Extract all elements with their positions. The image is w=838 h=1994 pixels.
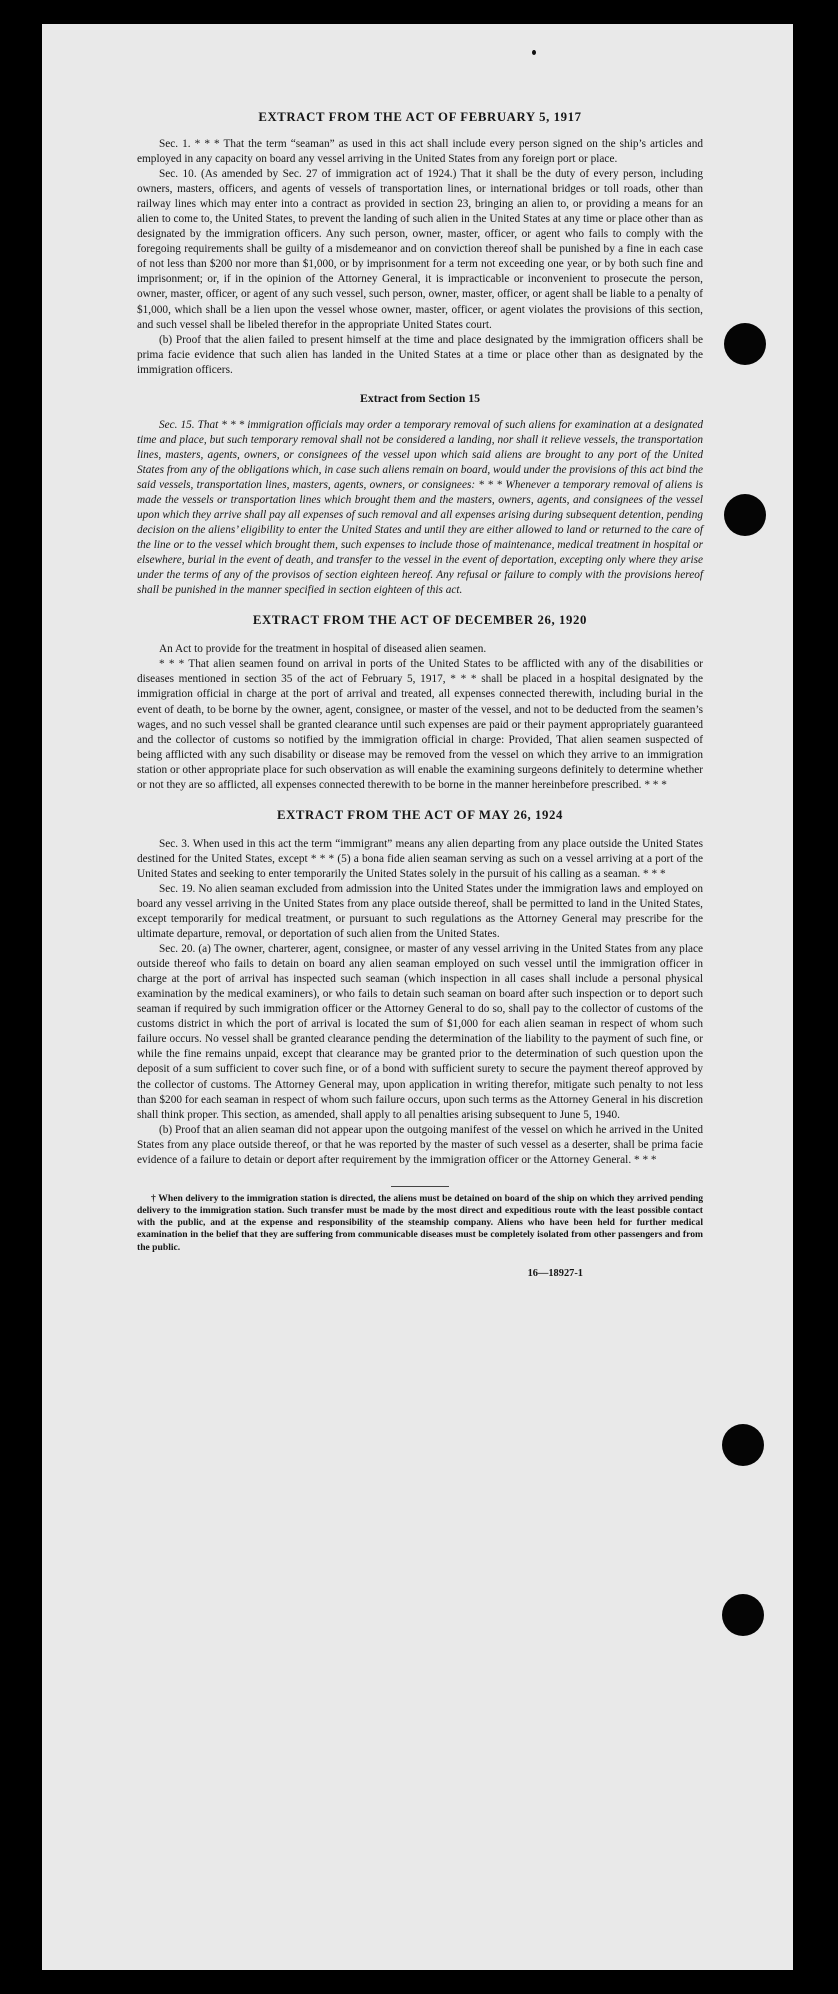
ink-speck bbox=[532, 50, 536, 55]
heading-act-dec-1920: EXTRACT FROM THE ACT OF DECEMBER 26, 1920 bbox=[252, 613, 588, 628]
footnote: † When delivery to the immigration station is directed, the aliens must be detained on board of the ship on which they arrived pending delivery to the immigration station. Such transfer must be made by the most direct and expeditious route with the least possible contact with the public, and at the expense and responsibility of the steamship company. Aliens who have been held for further medical examination in the belief that they are suffering from communicable diseases must be completely isolated from other passengers and from the public. bbox=[137, 1192, 703, 1253]
dec1920-title: An Act to provide for the treatment in hospital of diseased alien seamen. bbox=[159, 643, 487, 656]
punch-hole bbox=[722, 1424, 764, 1466]
feb1917-sec10: Sec. 10. (As amended by Sec. 27 of immigration act of 1924.) That it shall be the duty of every person, including owners, masters, officers, and agents of vessels of transportation lines, or international bridges or toll roads, other than railway lines which may enter into a contract as provided in section 23, bringing an alien to, or providing a means for an alien to come to, the United States, to prevent the landing of such alien in the United States at any time or place other than as designated by the immigration officers. Any such person, owner, master, officer, or agent who fails to comply with the foregoing requirements shall be guilty of a misdemeanor and on conviction thereof shall be punished by a fine in each case of not less than $200 nor more than $1,000, or by imprisonment for a term not exceeding one year, or by both such fine and imprisonment; or, if in the opinion of the Attorney General, it is impracticable or inconvenient to prosecute the person, owner, master, officer, or agent of any such vessel, such person, owner, master, officer, or agent shall be liable to a penalty of $1,000, which shall be a lien upon the vessel whose owner, master, officer, or agent violates the provisions of this section, and such vessel shall be libeled therefor in the appropriate United States court. bbox=[137, 168, 703, 331]
may1924-sec20-a: Sec. 20. (a) The owner, charterer, agent, consignee, or master of any vessel arriving in the United States from any place outside thereof who fails to detain on board any alien seaman employed on such vessel until the immigration officer in charge at the port of arrival has inspected such seaman (which inspection in all cases shall include a personal physical examination by the medical examiners), or who fails to detain such seaman on board after such inspection or to deport such seaman if required by such immigration officer or the Attorney General to do so, shall pay to the collector of customs of the customs district in which the port of arrival is located the sum of $1,000 for each alien seaman in respect of whom such failure occurs. No vessel shall be granted clearance pending the determination of the liability to the payment of such fine, or while the fine remains unpaid, except that clearance may be granted prior to the determination of such question upon the deposit of a sum sufficient to cover such fine, or of a bond with sufficient surety to secure the payment thereof approved by the collector of customs. The Attorney General may, upon application in writing therefor, mitigate such penalty to not less than $200 for each seaman in respect of whom such failure occurs, upon such terms as the Attorney General in his discretion shall think proper. This section, as amended, shall apply to all penalties arising subsequent to June 5, 1940. bbox=[137, 943, 703, 1121]
may1924-sec3: Sec. 3. When used in this act the term “immigrant” means any alien departing from any place outside the United States destined for the United States, except * * * (5) a bona fide alien seaman serving as such on a vessel arriving at a port of the United States and seeking to enter temporarily the United States solely in the pursuit of his calling as a seaman. * * * bbox=[137, 837, 703, 880]
heading-section-15: Extract from Section 15 bbox=[359, 390, 480, 405]
punch-hole bbox=[724, 323, 766, 365]
dec1920-text: * * * That alien seamen found on arrival in ports of the United States to be afflicted with any of the disabilities or diseases mentioned in section 35 of the act of February 5, 1917, * * * shall be placed in a hospital designated by the immigration official in charge at the port of arrival and treated, all expenses connected therewith, including burial in the event of death, to be borne by the owner, agent, consignee, or master of the vessel, and not to be deducted from the seamen’s wages, and no such vessel shall be granted clearance until such expenses are paid or their payment appropriately guaranteed and the collector of customs so notified by the immigration official in charge: Provided, That alien seamen suspected of being afflicted with any such disability or disease may be removed from the vessel on which they arrive to an immigration station or other appropriate place for such observation as will enable the examining surgeons definitely to determine whether or not they are so afflicted, all expenses connected therewith to be borne in the manner hereinbefore prescribed. * * * bbox=[137, 658, 703, 791]
may1924-sec20-b: (b) Proof that an alien seaman did not appear upon the outgoing manifest of the vessel on which he arrived in the United States from any place outside thereof, or that he was reported by the master of such vessel as a deserter, shall be prima facie evidence of a failure to detain or deport after requirement by the immigration officer or the Attorney General. * * * bbox=[137, 1123, 703, 1166]
page-number: 16—18927-1 bbox=[527, 1267, 583, 1279]
heading-act-feb-1917: EXTRACT FROM THE ACT OF FEBRUARY 5, 1917 bbox=[258, 110, 582, 124]
document-body bbox=[137, 109, 703, 1281]
heading-act-may-1924: EXTRACT FROM THE ACT OF MAY 26, 1924 bbox=[276, 807, 564, 822]
feb1917-sec1: Sec. 1. * * * That the term “seaman” as used in this act shall include every person signed on the ship’s articles and employed in any capacity on board any vessel arriving in the United States from any foreign port or place. bbox=[137, 138, 703, 166]
sec15-text: Sec. 15. That * * * immigration officials may order a temporary removal of such aliens for examination at a designated time and place, but such temporary removal shall not be considered a landing, nor shall it relieve vessels, the transportation lines, masters, agents, owners, or consignees of the vessel upon which said aliens are brought to any port of the United States from any of the obligations which, in case such aliens remain on board, would under the provisions of this act bind the said vessels, transportation lines, masters, agents, owners, or consignees: * * * Whenever a temporary removal of aliens is made the vessels or transportation lines which brought them and the masters, owners, agents, and consignees of the vessel upon which they arrive shall pay all expenses of such removal and all expenses arising during subsequent detention, pending decision on the aliens’ eligibility to enter the United States and until they are either allowed to land or returned to the care of the line or to the vessel which brought them, such expenses to include those of maintenance, medical treatment in hospital or elsewhere, burial in the event of death, and transfer to the vessel in the event of deportation, excepting only where they arise under the terms of any of the provisos of section eighteen hereof. Any refusal or failure to comply with the provisions hereof shall be punished in the manner specified in section eighteen of this act. bbox=[137, 418, 703, 597]
feb1917-sec10-b: (b) Proof that the alien failed to present himself at the time and place designated by the immigration officers shall be prima facie evidence that such alien has landed in the United States at a time or place other than as designated by the immigration officers. bbox=[137, 333, 703, 376]
punch-hole bbox=[722, 1594, 764, 1636]
punch-hole bbox=[724, 494, 766, 536]
document-page bbox=[42, 24, 793, 1970]
may1924-sec19: Sec. 19. No alien seaman excluded from admission into the United States under the immigration laws and employed on board any vessel arriving in the United States from any place outside thereof, shall be permitted to land in the United States, except temporarily for medical treatment, or pursuant to such regulations as the Attorney General may prescribe for the ultimate departure, removal, or deportation of such alien from the United States. bbox=[137, 882, 703, 941]
